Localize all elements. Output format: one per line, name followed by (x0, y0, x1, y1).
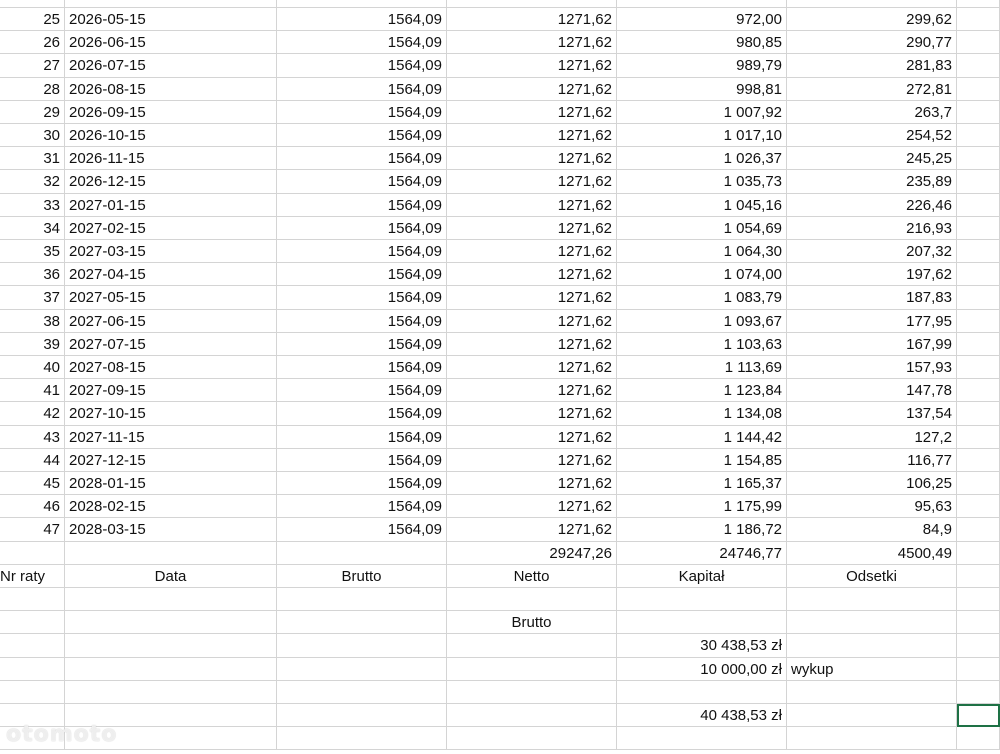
table-cell[interactable]: 1 035,73 (617, 170, 787, 193)
table-cell[interactable]: 1564,09 (277, 449, 447, 472)
table-cell[interactable]: 1271,62 (447, 124, 617, 147)
sheet-cell[interactable] (957, 101, 1000, 124)
sheet-cell[interactable] (0, 704, 65, 727)
table-cell[interactable]: 2027-05-15 (65, 286, 277, 309)
sheet-cell[interactable] (957, 286, 1000, 309)
table-cell[interactable]: 1271,62 (447, 78, 617, 101)
sheet-cell[interactable] (277, 588, 447, 611)
table-cell[interactable]: 1 017,10 (617, 124, 787, 147)
sheet-cell[interactable] (447, 588, 617, 611)
table-cell[interactable]: 95,63 (787, 495, 957, 518)
table-cell[interactable]: 1564,09 (277, 356, 447, 379)
sheet-cell[interactable] (957, 634, 1000, 657)
sheet-cell[interactable] (617, 588, 787, 611)
table-cell[interactable]: 1564,09 (277, 263, 447, 286)
sheet-cell[interactable] (65, 704, 277, 727)
sheet-cell[interactable] (277, 542, 447, 565)
table-cell[interactable]: 1 175,99 (617, 495, 787, 518)
sheet-cell[interactable] (957, 518, 1000, 541)
table-cell[interactable]: 1271,62 (447, 333, 617, 356)
sheet-cell[interactable] (0, 0, 65, 8)
sheet-cell[interactable] (277, 634, 447, 657)
table-cell[interactable]: 1 103,63 (617, 333, 787, 356)
table-cell[interactable]: 290,77 (787, 31, 957, 54)
table-cell[interactable]: 1564,09 (277, 78, 447, 101)
table-cell[interactable]: 1271,62 (447, 170, 617, 193)
selected-cell[interactable] (957, 704, 1000, 727)
table-cell[interactable]: 2027-10-15 (65, 402, 277, 425)
sheet-cell[interactable] (957, 217, 1000, 240)
column-header[interactable]: Netto (447, 565, 617, 588)
table-cell[interactable]: 27 (0, 54, 65, 77)
table-cell[interactable]: 254,52 (787, 124, 957, 147)
sheet-cell[interactable] (957, 565, 1000, 588)
sheet-cell[interactable] (957, 0, 1000, 8)
sheet-cell[interactable] (957, 658, 1000, 681)
table-cell[interactable]: 1271,62 (447, 101, 617, 124)
sheet-cell[interactable] (957, 379, 1000, 402)
sheet-cell[interactable] (277, 704, 447, 727)
table-cell[interactable]: 46 (0, 495, 65, 518)
table-cell[interactable]: 1564,09 (277, 402, 447, 425)
table-cell[interactable]: 2028-03-15 (65, 518, 277, 541)
sheet-cell[interactable] (787, 611, 957, 634)
table-cell[interactable]: 2026-06-15 (65, 31, 277, 54)
sheet-cell[interactable] (957, 170, 1000, 193)
table-cell[interactable]: 2028-01-15 (65, 472, 277, 495)
table-cell[interactable]: 1271,62 (447, 310, 617, 333)
table-cell[interactable]: 1 186,72 (617, 518, 787, 541)
table-cell[interactable]: 1 026,37 (617, 147, 787, 170)
table-cell[interactable]: 2026-07-15 (65, 54, 277, 77)
table-cell[interactable]: 1271,62 (447, 356, 617, 379)
table-cell[interactable]: 1564,09 (277, 194, 447, 217)
sheet-cell[interactable] (447, 704, 617, 727)
table-cell[interactable]: 2027-03-15 (65, 240, 277, 263)
sheet-cell[interactable] (0, 634, 65, 657)
table-cell[interactable]: 34 (0, 217, 65, 240)
column-header[interactable]: Kapitał (617, 565, 787, 588)
sheet-cell[interactable] (447, 681, 617, 704)
sheet-cell[interactable] (277, 611, 447, 634)
table-cell[interactable]: 177,95 (787, 310, 957, 333)
table-cell[interactable]: 2027-07-15 (65, 333, 277, 356)
sheet-cell[interactable] (0, 588, 65, 611)
table-cell[interactable]: 2026-08-15 (65, 78, 277, 101)
table-cell[interactable]: 263,7 (787, 101, 957, 124)
table-cell[interactable]: 1564,09 (277, 310, 447, 333)
table-cell[interactable]: 2026-12-15 (65, 170, 277, 193)
table-cell[interactable]: 35 (0, 240, 65, 263)
table-cell[interactable]: 1 064,30 (617, 240, 787, 263)
sheet-cell[interactable] (957, 542, 1000, 565)
table-cell[interactable]: 207,32 (787, 240, 957, 263)
table-cell[interactable]: 1 007,92 (617, 101, 787, 124)
table-cell[interactable]: 2027-02-15 (65, 217, 277, 240)
sheet-cell[interactable] (957, 8, 1000, 31)
table-cell[interactable]: 281,83 (787, 54, 957, 77)
sheet-cell[interactable] (617, 727, 787, 750)
sheet-cell[interactable] (277, 681, 447, 704)
table-cell[interactable]: 36 (0, 263, 65, 286)
table-cell[interactable]: 157,93 (787, 356, 957, 379)
table-cell[interactable]: 1 083,79 (617, 286, 787, 309)
table-cell[interactable]: 116,77 (787, 449, 957, 472)
table-cell[interactable]: 1271,62 (447, 472, 617, 495)
sheet-cell[interactable] (957, 402, 1000, 425)
sheet-cell[interactable] (787, 704, 957, 727)
table-cell[interactable]: 1564,09 (277, 101, 447, 124)
sheet-cell[interactable] (957, 147, 1000, 170)
table-cell[interactable]: 2027-04-15 (65, 263, 277, 286)
sheet-cell[interactable] (617, 611, 787, 634)
table-cell[interactable]: 33 (0, 194, 65, 217)
table-cell[interactable]: 29 (0, 101, 65, 124)
table-cell[interactable]: 2027-11-15 (65, 426, 277, 449)
table-cell[interactable]: 1271,62 (447, 54, 617, 77)
table-cell[interactable]: 1271,62 (447, 379, 617, 402)
sheet-cell[interactable] (0, 542, 65, 565)
table-cell[interactable]: 2026-10-15 (65, 124, 277, 147)
table-cell[interactable]: 2027-08-15 (65, 356, 277, 379)
sheet-cell[interactable] (447, 727, 617, 750)
table-cell[interactable]: 127,2 (787, 426, 957, 449)
table-cell[interactable]: 1271,62 (447, 286, 617, 309)
table-cell[interactable]: 235,89 (787, 170, 957, 193)
sheet-cell[interactable] (957, 54, 1000, 77)
table-cell[interactable]: 1271,62 (447, 495, 617, 518)
watermark-logo: otomoto (6, 722, 118, 747)
table-cell[interactable]: 2028-02-15 (65, 495, 277, 518)
sheet-cell[interactable] (0, 727, 65, 750)
table-cell[interactable]: 1564,09 (277, 240, 447, 263)
table-cell[interactable]: 44 (0, 449, 65, 472)
sheet-cell[interactable] (957, 194, 1000, 217)
table-cell[interactable]: 1564,09 (277, 286, 447, 309)
table-cell[interactable]: 1 074,00 (617, 263, 787, 286)
table-cell[interactable]: 1271,62 (447, 147, 617, 170)
sheet-cell[interactable] (787, 727, 957, 750)
table-cell[interactable]: 2026-11-15 (65, 147, 277, 170)
table-cell[interactable]: 2026-09-15 (65, 101, 277, 124)
sheet-cell[interactable] (447, 0, 617, 8)
column-header[interactable]: Nr raty (0, 565, 65, 588)
total-cell[interactable]: 29247,26 (447, 542, 617, 565)
table-cell[interactable]: 1564,09 (277, 170, 447, 193)
table-cell[interactable]: 41 (0, 379, 65, 402)
brutto-total-cell[interactable]: 30 438,53 zł (617, 634, 787, 657)
table-cell[interactable]: 40 (0, 356, 65, 379)
table-cell[interactable]: 39 (0, 333, 65, 356)
table-cell[interactable]: 1564,09 (277, 472, 447, 495)
sheet-cell[interactable] (957, 78, 1000, 101)
table-cell[interactable]: 1271,62 (447, 402, 617, 425)
table-cell[interactable]: 37 (0, 286, 65, 309)
table-cell[interactable]: 1564,09 (277, 31, 447, 54)
summary-label[interactable]: Brutto (447, 611, 617, 634)
table-cell[interactable]: 1 154,85 (617, 449, 787, 472)
table-cell[interactable]: 1 134,08 (617, 402, 787, 425)
sheet-cell[interactable] (957, 449, 1000, 472)
sheet-cell[interactable] (957, 356, 1000, 379)
sheet-cell[interactable] (65, 681, 277, 704)
table-cell[interactable]: 1271,62 (447, 194, 617, 217)
sheet-cell[interactable] (787, 681, 957, 704)
sheet-cell[interactable] (0, 611, 65, 634)
sheet-cell[interactable] (65, 658, 277, 681)
table-cell[interactable]: 106,25 (787, 472, 957, 495)
table-cell[interactable]: 1564,09 (277, 54, 447, 77)
table-cell[interactable]: 2027-06-15 (65, 310, 277, 333)
table-cell[interactable]: 1564,09 (277, 147, 447, 170)
table-cell[interactable]: 42 (0, 402, 65, 425)
sheet-cell[interactable] (957, 333, 1000, 356)
sheet-cell[interactable] (65, 634, 277, 657)
sheet-cell[interactable] (617, 0, 787, 8)
table-cell[interactable]: 84,9 (787, 518, 957, 541)
table-cell[interactable]: 2026-05-15 (65, 8, 277, 31)
table-cell[interactable]: 2027-01-15 (65, 194, 277, 217)
table-cell[interactable]: 30 (0, 124, 65, 147)
table-cell[interactable]: 272,81 (787, 78, 957, 101)
table-cell[interactable]: 972,00 (617, 8, 787, 31)
sheet-cell[interactable] (0, 681, 65, 704)
table-cell[interactable]: 137,54 (787, 402, 957, 425)
table-cell[interactable]: 1271,62 (447, 240, 617, 263)
table-cell[interactable]: 245,25 (787, 147, 957, 170)
sheet-cell[interactable] (957, 240, 1000, 263)
table-cell[interactable]: 998,81 (617, 78, 787, 101)
table-cell[interactable]: 167,99 (787, 333, 957, 356)
sheet-cell[interactable] (277, 727, 447, 750)
table-cell[interactable]: 1271,62 (447, 518, 617, 541)
table-cell[interactable]: 989,79 (617, 54, 787, 77)
table-cell[interactable]: 1271,62 (447, 263, 617, 286)
table-cell[interactable]: 1 144,42 (617, 426, 787, 449)
table-cell[interactable]: 31 (0, 147, 65, 170)
sheet-cell[interactable] (957, 611, 1000, 634)
table-cell[interactable]: 197,62 (787, 263, 957, 286)
sheet-cell[interactable] (957, 681, 1000, 704)
table-cell[interactable]: 1271,62 (447, 31, 617, 54)
table-cell[interactable]: 2027-09-15 (65, 379, 277, 402)
sheet-cell[interactable] (277, 658, 447, 681)
table-cell[interactable]: 1564,09 (277, 124, 447, 147)
sheet-cell[interactable] (957, 124, 1000, 147)
table-cell[interactable]: 28 (0, 78, 65, 101)
column-header[interactable]: Brutto (277, 565, 447, 588)
table-cell[interactable]: 1 123,84 (617, 379, 787, 402)
table-cell[interactable]: 1271,62 (447, 426, 617, 449)
sheet-cell[interactable] (957, 263, 1000, 286)
table-cell[interactable]: 226,46 (787, 194, 957, 217)
table-cell[interactable]: 1 054,69 (617, 217, 787, 240)
sheet-cell[interactable] (0, 658, 65, 681)
sheet-cell[interactable] (957, 31, 1000, 54)
table-cell[interactable]: 43 (0, 426, 65, 449)
sheet-cell[interactable] (787, 634, 957, 657)
column-header[interactable]: Data (65, 565, 277, 588)
sheet-cell[interactable] (957, 426, 1000, 449)
table-cell[interactable]: 32 (0, 170, 65, 193)
table-cell[interactable]: 1 093,67 (617, 310, 787, 333)
table-cell[interactable]: 1271,62 (447, 8, 617, 31)
table-cell[interactable]: 2027-12-15 (65, 449, 277, 472)
table-cell[interactable]: 1564,09 (277, 379, 447, 402)
table-cell[interactable]: 187,83 (787, 286, 957, 309)
table-cell[interactable]: 1564,09 (277, 495, 447, 518)
sheet-cell[interactable] (787, 588, 957, 611)
table-cell[interactable]: 1564,09 (277, 333, 447, 356)
table-cell[interactable]: 1 113,69 (617, 356, 787, 379)
sheet-cell[interactable] (277, 0, 447, 8)
table-cell[interactable]: 38 (0, 310, 65, 333)
table-cell[interactable]: 1 045,16 (617, 194, 787, 217)
sheet-cell[interactable] (65, 0, 277, 8)
sheet-cell[interactable] (957, 727, 1000, 750)
table-cell[interactable]: 1564,09 (277, 217, 447, 240)
sheet-cell[interactable] (787, 0, 957, 8)
table-cell[interactable]: 1564,09 (277, 426, 447, 449)
grand-total-cell[interactable]: 40 438,53 zł (617, 704, 787, 727)
sheet-cell[interactable] (957, 310, 1000, 333)
table-cell[interactable]: 1271,62 (447, 217, 617, 240)
sheet-cell[interactable] (65, 588, 277, 611)
wykup-label-cell[interactable]: wykup (787, 658, 957, 681)
table-cell[interactable]: 147,78 (787, 379, 957, 402)
table-cell[interactable]: 45 (0, 472, 65, 495)
table-cell[interactable]: 26 (0, 31, 65, 54)
table-cell[interactable]: 1271,62 (447, 449, 617, 472)
column-header[interactable]: Odsetki (787, 565, 957, 588)
sheet-cell[interactable] (65, 542, 277, 565)
table-cell[interactable]: 47 (0, 518, 65, 541)
sheet-cell[interactable] (617, 681, 787, 704)
sheet-cell[interactable] (447, 634, 617, 657)
sheet-cell[interactable] (957, 495, 1000, 518)
wykup-amount-cell[interactable]: 10 000,00 zł (617, 658, 787, 681)
sheet-cell[interactable] (957, 588, 1000, 611)
table-cell[interactable]: 216,93 (787, 217, 957, 240)
table-cell[interactable]: 1 165,37 (617, 472, 787, 495)
table-cell[interactable]: 1564,09 (277, 8, 447, 31)
table-cell[interactable]: 980,85 (617, 31, 787, 54)
sheet-cell[interactable] (65, 727, 277, 750)
table-cell[interactable]: 25 (0, 8, 65, 31)
total-cell[interactable]: 4500,49 (787, 542, 957, 565)
sheet-cell[interactable] (65, 611, 277, 634)
sheet-cell[interactable] (957, 472, 1000, 495)
table-cell[interactable]: 1564,09 (277, 518, 447, 541)
sheet-cell[interactable] (447, 658, 617, 681)
total-cell[interactable]: 24746,77 (617, 542, 787, 565)
table-cell[interactable]: 299,62 (787, 8, 957, 31)
